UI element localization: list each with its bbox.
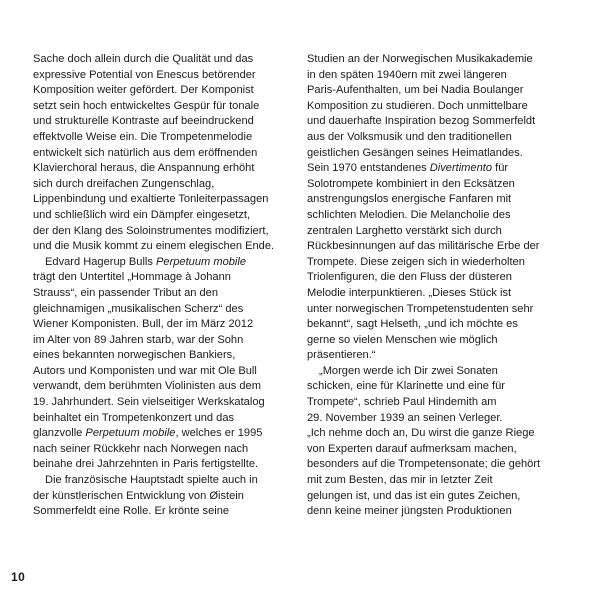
text-fragment: glanzvolle [33, 427, 86, 440]
work-title: Perpetuum mobile [156, 255, 247, 268]
text-line: nach seiner Rückkehr nach Norwegen nach [33, 442, 249, 455]
text-line: der künstlerischen Entwicklung von Øistein [33, 489, 244, 502]
paragraph-sommerfeldt-intro [33, 473, 299, 520]
text-line: Die französische Hauptstadt spielte auch in [45, 474, 258, 487]
text-line: zentralen Larghetto verstärkt sich durch [307, 224, 502, 237]
text-line: Komposition weiter gefördert. Der Komponist [33, 84, 254, 97]
text-line: Trompete“, schrieb Paul Hindemith am [307, 396, 497, 409]
text-line: im Alter von 89 Jahren starb, war der Sohn [33, 333, 244, 346]
text-line: Wiener Komponisten. Bull, der im März 2012 [33, 318, 254, 331]
text-line: 19. Jahrhundert. Sein vielseitiger Werkskatalog [33, 396, 265, 409]
text-line: setzt sein hoch entwickeltes Gespür für tonale [33, 99, 260, 112]
text-line: in den späten 1940ern mit zwei längeren [307, 68, 507, 81]
text-line: trägt den Untertitel „Hommage à Johann [33, 271, 231, 284]
text-fragment: für [492, 162, 509, 175]
text-line: der den Klang des Soloinstrumentes modifiziert, [33, 224, 269, 237]
text-line: unter norwegischen Trompetenstudenten sehr [307, 302, 534, 315]
text-line: Paris-Aufenthalten, um bei Nadia Boulanger [307, 84, 524, 97]
text-line: beinhaltet ein Trompetenkonzert und das [33, 411, 235, 424]
text-fragment: Edvard Hagerup Bulls [45, 255, 156, 268]
text-line: eines bekannten norwegischen Bankiers, [33, 349, 236, 362]
work-title: Divertimento [429, 162, 493, 175]
text-line: bekannt“, sagt Helseth, „und ich möchte es [307, 318, 518, 331]
page-number: 10 [11, 570, 26, 584]
paragraph-sommerfeldt [307, 52, 579, 364]
text-line: Rückbesinnungen auf das militärische Erbe der [307, 240, 540, 253]
text-line [33, 426, 299, 442]
text-line: „Ich nehme doch an, Du wirst die ganze Riege [307, 427, 535, 440]
text-line: verwandt, dem berühmten Violinisten aus dem [33, 380, 261, 393]
text-line: Sache doch allein durch die Qualität und das [33, 53, 254, 65]
text-line: Sommerfeldt eine Rolle. Er krönte seine [33, 505, 230, 518]
text-line: denn keine meiner jüngsten Produktionen [307, 505, 512, 518]
text-line: beinahe drei Jahrzehnten in Paris fertigstellte. [33, 458, 259, 471]
text-line: Komposition zu studieren. Doch unmittelbare [307, 99, 528, 112]
text-line: geistlichen Gesängen seines Heimatlandes. [307, 146, 523, 159]
text-line: Melodie interpunktieren. „Dieses Stück ist [307, 286, 512, 299]
text-line: schlichten Melodien. Die Melancholie des [307, 208, 511, 221]
text-line: Lippenbindung und exaltierte Tonleiterpassagen [33, 193, 269, 206]
text-line: anstrengungslos energische Fanfaren mit [307, 193, 512, 206]
text-line: sich durch dreifachen Zungenschlag, [33, 177, 215, 190]
text-line: Klavierchoral heraus, die Anspannung erhöht [33, 162, 255, 175]
work-title: Perpetuum mobile [85, 427, 176, 440]
text-line: und schließlich wird ein Dämpfer eingesetzt, [33, 208, 251, 221]
paragraph-bull [33, 255, 299, 473]
text-line: effektvolle Weise ein. Die Trompetenmelodie [33, 130, 253, 143]
text-line: besonders auf die Trompetensonate; die gehört [307, 458, 541, 471]
text-line: gelungen ist, und das ist ein gutes Zeichen, [307, 489, 521, 502]
left-column [33, 52, 299, 520]
right-column [307, 52, 579, 520]
text-line [33, 255, 299, 271]
text-line: schicken, eine für Klarinette und eine für [307, 380, 505, 393]
text-line: expressive Potential von Enescus betörender [33, 68, 256, 81]
text-line: entwickelt sich natürlich aus dem eröffnenden [33, 146, 258, 159]
text-line: Trompete. Diese zeigen sich in wiederholten [307, 255, 525, 268]
text-line: aus der Volksmusik und den traditionellen [307, 130, 512, 143]
text-line: gerne so vielen Menschen wie möglich [307, 333, 498, 346]
text-line: präsentieren.“ [307, 349, 376, 362]
text-line: „Morgen werde ich Dir zwei Sonaten [319, 364, 498, 377]
text-line: 29. November 1939 an seinen Verleger. [307, 411, 503, 424]
text-line: Studien an der Norwegischen Musikakademie [307, 53, 533, 65]
text-fragment: , welches er 1995 [175, 427, 263, 440]
text-line: von Experten darauf aufmerksam machen, [307, 442, 517, 455]
paragraph-enescus [33, 52, 299, 255]
text-line: gleichnamigen „musikalischen Scherz“ des [33, 302, 244, 315]
text-line: Triolenfiguren, die den Fluss der düsteren [307, 271, 512, 284]
text-line: und die Musik kommt zu einem elegischen Ende. [33, 240, 275, 253]
text-line: und strukturelle Kontraste auf beeindruckend [33, 115, 254, 128]
text-line: Autors und Komponisten und war mit Ole Bull [33, 364, 257, 377]
text-line: Solotrompete kombiniert in den Ecksätzen [307, 177, 515, 190]
text-fragment: Sein 1970 entstandenes [307, 162, 430, 175]
text-line: Strauss“, ein passender Tribut an den [33, 286, 219, 299]
text-line: und dauerhafte Inspiration bezog Sommerfeldt [307, 115, 536, 128]
text-line: mit zum Besten, das mir in letzter Zeit [307, 474, 493, 487]
paragraph-hindemith [307, 364, 579, 520]
text-line [307, 161, 579, 177]
